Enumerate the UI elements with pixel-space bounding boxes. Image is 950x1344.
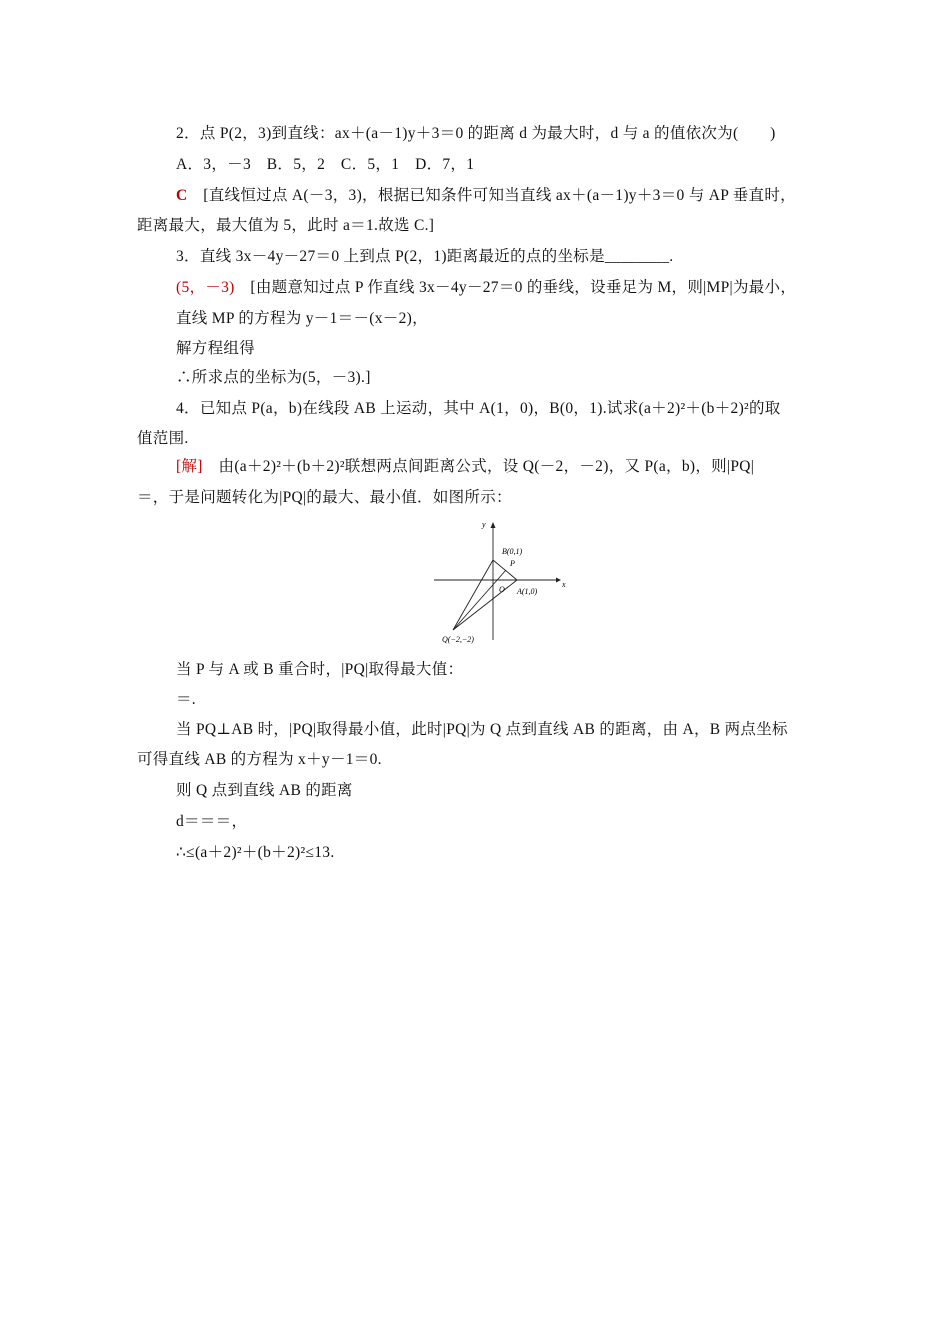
solution-tag: [解]	[176, 458, 203, 475]
solution-4-line-2: ＝，于是问题转化为|PQ|的最大、最小值．如图所示：	[137, 489, 512, 506]
answer-value: (5，－3)	[176, 279, 235, 296]
question-3-stem: 3．直线 3x－4y－27＝0 上到点 P(2，1)距离最近的点的坐标是________.	[176, 248, 674, 265]
answer-2-line-1	[176, 186, 796, 206]
answer-3-line-3: 解方程组得	[176, 340, 256, 357]
solution-4-line-1	[176, 457, 754, 477]
question-2-options: A．3，－3 B．5，2 C．5，1 D．7，1	[176, 156, 475, 173]
solution-4-line-8: d＝＝＝，	[176, 813, 248, 830]
answer-3-explanation: [由题意知过点 P 作直线 3x－4y－27＝0 的垂线，设垂足为 M，则|MP|为最小，	[234, 279, 797, 296]
point-a-label: A(1,0)	[517, 587, 538, 596]
answer-2-line-2: 距离最大，最大值为 5，此时 a＝1.故选 C.]	[137, 217, 435, 234]
answer-letter: C	[176, 187, 188, 204]
question-4-stem-1: 4．已知点 P(a，b)在线段 AB 上运动，其中 A(1，0)，B(0，1).试求(a＋2)²＋(b＋2)²的取	[176, 400, 781, 417]
solution-4-line-5: 当 PQ⊥AB 时，|PQ|取得最小值，此时|PQ|为 Q 点到直线 AB 的距离，由 A，B 两点坐标	[176, 721, 788, 738]
question-2-stem: 2．点 P(2，3)到直线：ax＋(a－1)y＋3＝0 的距离 d 为最大时，d 与 a 的值依次为( )	[176, 125, 776, 142]
segment-qp	[453, 570, 506, 630]
answer-3-line-1	[176, 278, 796, 298]
answer-2-explanation: [直线恒过点 A(－3，3)，根据已知条件可知当直线 ax＋(a－1)y＋3＝0 与 AP 垂直时，	[187, 187, 796, 204]
segment-qa	[453, 580, 517, 630]
solution-4-line-3: 当 P 与 A 或 B 重合时，|PQ|取得最大值：	[176, 661, 464, 678]
answer-3-line-4: ∴所求点的坐标为(5，－3).]	[176, 369, 371, 386]
solution-4-line-4: ＝.	[176, 691, 196, 708]
question-4-stem-2: 值范围.	[137, 430, 189, 447]
coordinate-figure	[428, 516, 568, 650]
solution-4-line-7: 则 Q 点到直线 AB 的距离	[176, 782, 353, 799]
point-p-label: P	[510, 559, 515, 568]
answer-3-line-2: 直线 MP 的方程为 y－1＝－(x－2)，	[176, 310, 428, 327]
solution-4-line-9: ∴≤(a＋2)²＋(b＋2)²≤13.	[176, 844, 335, 861]
solution-4-line-6: 可得直线 AB 的方程为 x＋y－1＝0.	[137, 751, 382, 768]
point-q-label: Q(−2,−2)	[442, 635, 474, 644]
x-axis-arrow	[556, 578, 561, 583]
segment-qb	[453, 560, 493, 630]
solution-4-text-1: 由(a＋2)²＋(b＋2)²联想两点间距离公式，设 Q(－2，－2)，又 P(a，b)，则|PQ|	[202, 458, 755, 475]
point-b-label: B(0,1)	[502, 547, 523, 556]
origin-label: O	[499, 585, 505, 594]
y-axis-label: y	[482, 520, 486, 529]
x-axis-label: x	[562, 580, 566, 589]
y-axis-arrow	[491, 522, 496, 528]
